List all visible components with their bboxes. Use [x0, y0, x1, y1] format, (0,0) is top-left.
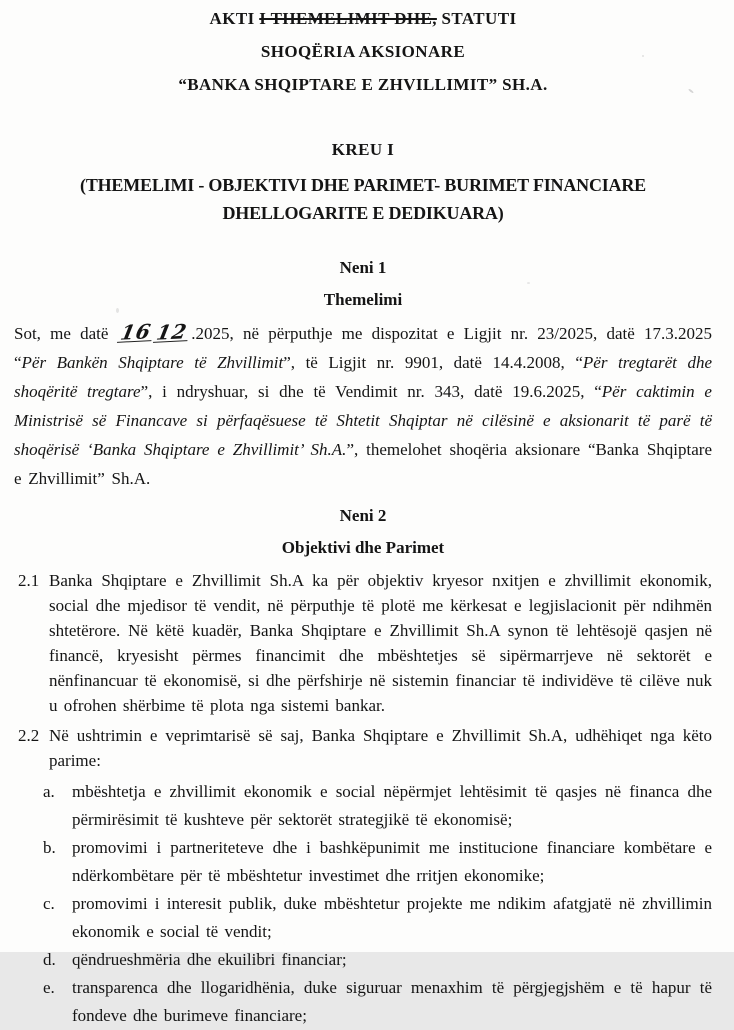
item-text: promovimi i interesit publik, duke mbështetur projekte me ndikim afatgjatë në zhvillimin ekonomik e social të vendit;: [72, 894, 712, 941]
principle-item-a: [43, 778, 712, 834]
clause-2-2: [18, 723, 712, 773]
item-text: mbështetja e zhvillimit ekonomik e social nëpërmjet lehtësimit të qasjes në financa dhe përmirësimit të kushteve për sektorët strategjikë të ekonomisë;: [72, 782, 712, 829]
title-struck-text: I THEMELIMIT DHE,: [259, 9, 437, 28]
principle-item-e: [43, 974, 712, 1030]
clause-text: Në ushtrimin e veprimtarisë së saj, Banka Shqiptare e Zhvillimit Sh.A, udhëhiqet nga këto parime:: [49, 726, 712, 770]
paragraph-segment: ”, themelohet shoqëria aksionare “Banka Shqiptare e Zhvillimit” Sh.A.: [14, 440, 712, 488]
article-2-number: Neni 2: [339, 506, 387, 525]
chapter-subtitle: (THEMELIMI - OBJEKTIVI DHE PARIMET- BURIMET FINANCIARE DHELLOGARITE E DEDIKUARA): [80, 175, 646, 223]
document-title: [14, 8, 712, 29]
item-letter: c.: [43, 894, 55, 913]
handwritten-day: 16: [118, 319, 154, 345]
article-1-paragraph: [14, 319, 712, 493]
company-name-heading: “BANKA SHQIPTARE E ZHVILLIMIT” SH.A.: [178, 75, 548, 94]
scan-speck: [527, 282, 530, 284]
article-1-number: Neni 1: [339, 258, 387, 277]
law-title-italic: Për tregtarët dhe shoqëritë tregtare: [14, 353, 712, 401]
item-text: promovimi i partneriteteve dhe i bashkëpunimit me institucione financiare kombëtare e ndërkombëtare për të mbështetur investimet dhe rritjen ekonomike;: [72, 838, 712, 885]
article-1-title: Themelimi: [323, 290, 403, 309]
item-letter: a.: [43, 782, 55, 801]
paragraph-segment: ”, të Ligjit nr. 9901, datë 14.4.2008, “: [283, 353, 583, 372]
principle-item-c: [43, 890, 712, 946]
paragraph-segment: Sot, me datë: [14, 324, 118, 343]
paragraph-segment: .2025, në përputhje me dispozitat e Ligjit nr. 23/2025, datë 17.3.2025 “: [14, 324, 712, 372]
decision-title-italic: Për caktimin e Ministrisë së Financave si përfaqësuese të Shtetit Shqiptar në cilësinë e aksionarit të parë të shoqërisë ‘Banka Shqiptare e Zhvillimit’ Sh.A.: [14, 382, 712, 459]
article-2-title: Objektivi dhe Parimet: [281, 538, 445, 557]
paragraph-segment: ”, i ndryshuar, si dhe të Vendimit nr. 343, datë 19.6.2025, “: [140, 382, 602, 401]
clause-2-1: [18, 568, 712, 718]
item-letter: b.: [43, 838, 56, 857]
title-part2: STATUTI: [436, 9, 517, 28]
company-type-heading: SHOQËRIA AKSIONARE: [260, 42, 466, 61]
item-letter: e.: [43, 978, 55, 997]
item-text: transparenca dhe llogaridhënia, duke siguruar menaxhim të përgjegjshëm e të hapur të fondeve dhe burimeve financiare;: [72, 978, 712, 1025]
handwritten-month: 12: [155, 319, 190, 345]
scan-speck: [116, 308, 119, 313]
principle-item-d: [43, 946, 712, 974]
clause-text: Banka Shqiptare e Zhvillimit Sh.A ka për objektiv kryesor nxitjen e zhvillimit ekonomik, social dhe mjedisor të vendit, në përputhje të plotë me kërkesat e legjislacionit për ndihmën shtetërore. Në këtë kuadër, Banka Shqiptare e Zhvillimit Sh.A synon të lehtësojë qasjen në financë, kryesisht përmes financimit dhe mbështetjes së sipërmarrjeve në sektorët e nënfinancuar të ekonomisë, si dhe përfshirje në sistemin financiar të individëve të cilëve nuk u ofrohen shërbime të plota nga sistemi bankar.: [49, 571, 712, 715]
item-text: qëndrueshmëria dhe ekuilibri financiar;: [72, 950, 347, 969]
title-part1: AKTI: [209, 9, 260, 28]
principle-item-b: [43, 834, 712, 890]
chapter-heading: KREU I: [331, 140, 395, 159]
clause-number: 2.2: [18, 726, 40, 745]
clause-number: 2.1: [18, 571, 40, 590]
item-letter: d.: [43, 950, 56, 969]
law-title-italic: Për Bankën Shqiptare të Zhvillimit: [21, 353, 284, 372]
scan-speck: [642, 55, 644, 57]
